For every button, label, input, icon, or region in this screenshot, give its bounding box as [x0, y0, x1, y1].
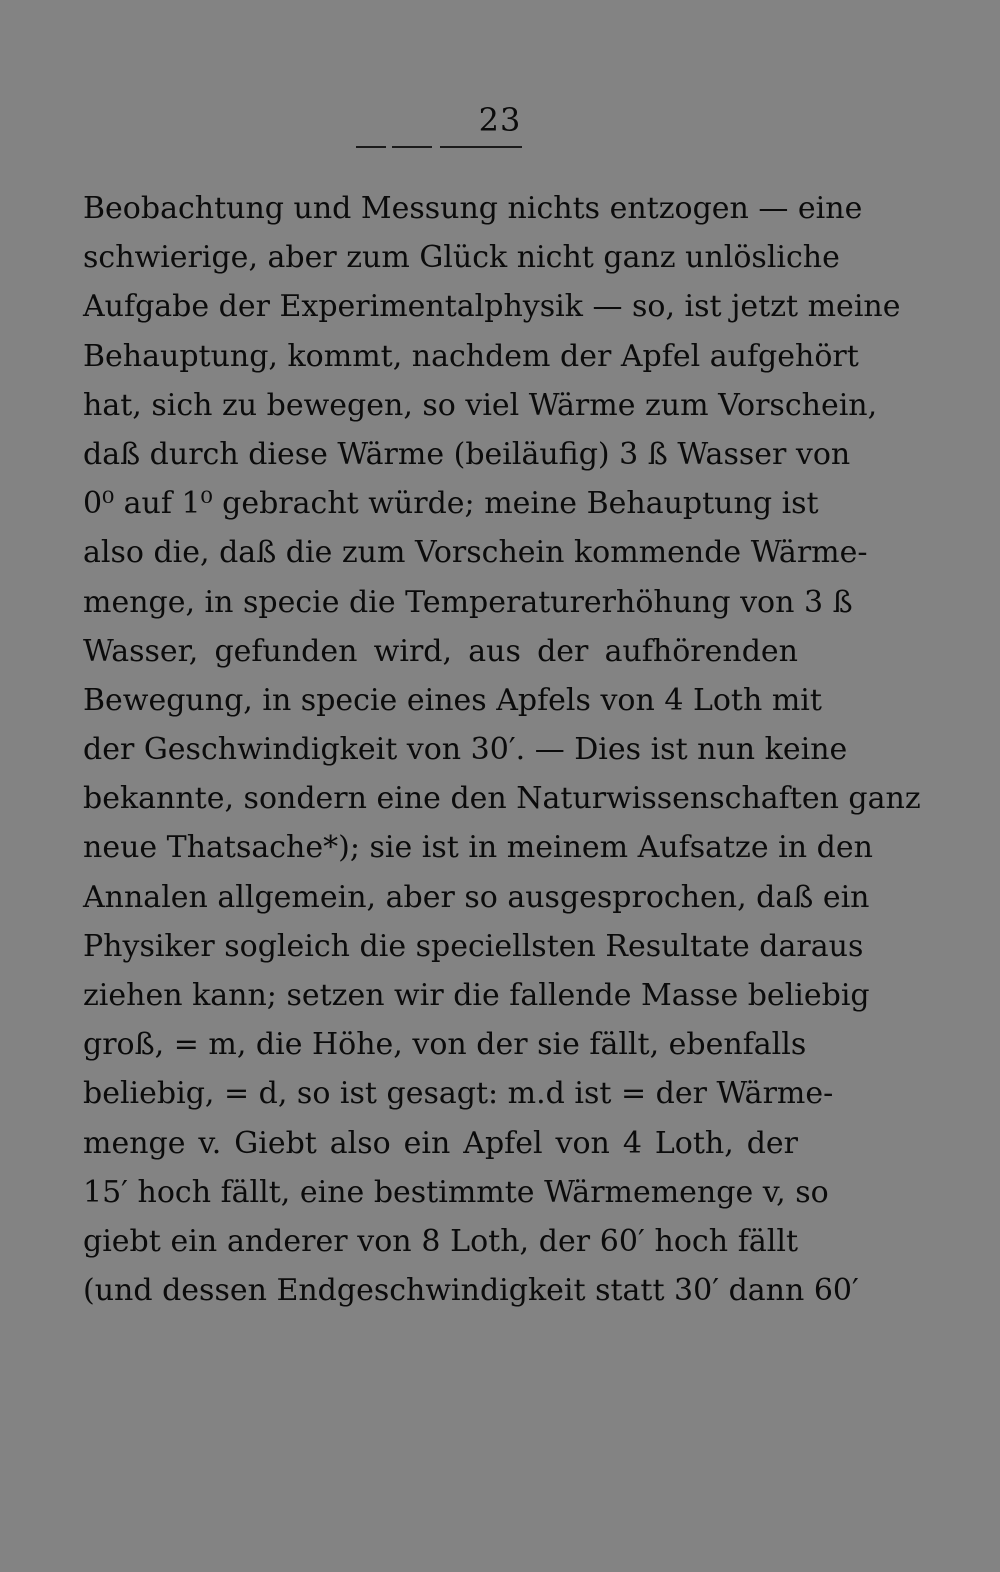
text-line: Beobachtung und Messung nichts entzogen — eine — [83, 191, 863, 226]
text-line: menge v. Giebt also ein Apfel von 4 Loth, der — [83, 1125, 798, 1161]
text-line: 15′ hoch fällt, eine bestimmte Wärmemenge v, so — [83, 1174, 829, 1210]
text-line: bekannte, sondern eine den Naturwissenschaften ganz — [83, 781, 921, 817]
text-line: schwierige, aber zum Glück nicht ganz unlösliche — [83, 240, 840, 276]
text-line: ziehen kann; setzen wir die fallende Masse beliebig — [83, 978, 870, 1013]
text-line: Bewegung, in specie eines Apfels von 4 Loth mit — [83, 682, 822, 718]
header-rule-middle — [392, 146, 432, 148]
header-rule-right — [440, 146, 522, 148]
text-line: menge, in specie die Temperaturerhöhung von 3 ß — [83, 584, 853, 620]
text-line: also die, daß die zum Vorschein kommende Wärme- — [83, 535, 868, 571]
text-line: hat, sich zu bewegen, so viel Wärme zum Vorschein, — [83, 387, 878, 423]
body-text — [83, 184, 921, 1315]
text-line: der Geschwindigkeit von 30′. — Dies ist nun keine — [83, 732, 848, 768]
text-line: Aufgabe der Experimentalphysik — so, ist jetzt meine — [83, 289, 901, 325]
text-line: Annalen allgemein, aber so ausgesprochen, daß ein — [83, 879, 870, 915]
text-line: Physiker sogleich die speciellsten Resultate daraus — [83, 928, 864, 964]
text-line: beliebig, = d, so ist gesagt: m.d ist = der Wärme- — [83, 1076, 834, 1112]
text-line: giebt ein anderer von 8 Loth, der 60′ hoch fällt — [83, 1223, 798, 1259]
text-line: (und dessen Endgeschwindigkeit statt 30′ dann 60′ — [83, 1273, 859, 1309]
text-line: Behauptung, kommt, nachdem der Apfel aufgehört — [83, 338, 859, 374]
text-line: neue Thatsache*); sie ist in meinem Aufsatze in den — [83, 830, 873, 866]
text-line: 0⁰ auf 1⁰ gebracht würde; meine Behauptung ist — [83, 486, 819, 522]
header-rule-left — [356, 146, 386, 148]
text-line: daß durch diese Wärme (beiläufig) 3 ß Wasser von — [83, 436, 851, 472]
page-number: 23 — [478, 101, 522, 139]
text-line: Wasser, gefunden wird, aus der aufhörenden — [83, 633, 798, 669]
text-line: groß, = m, die Höhe, von der sie fällt, ebenfalls — [83, 1027, 807, 1063]
